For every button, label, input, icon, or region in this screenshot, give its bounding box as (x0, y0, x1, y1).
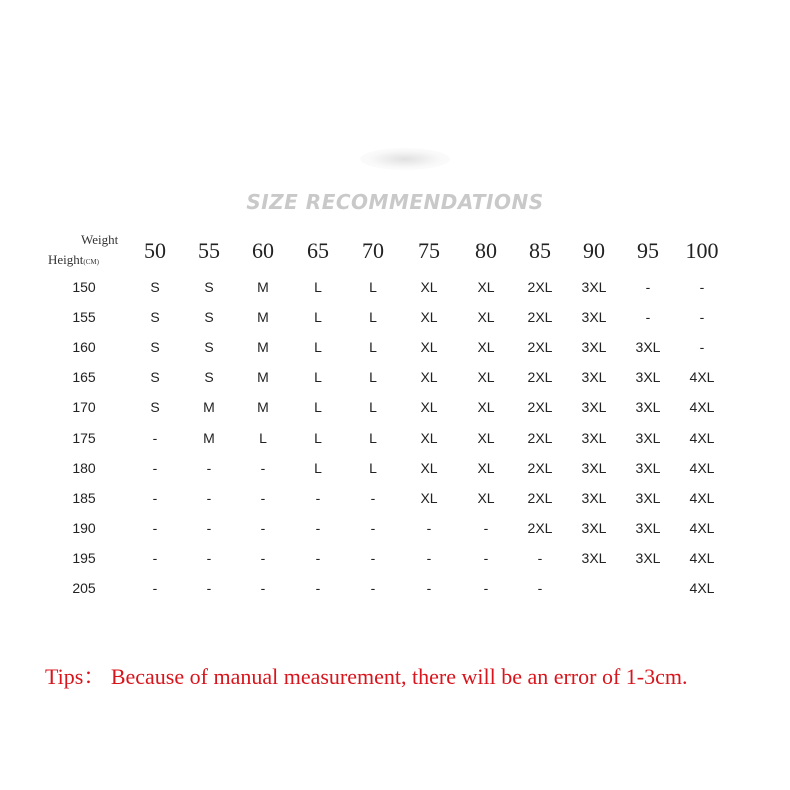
size-cell: L (314, 339, 322, 356)
height-value: 180 (72, 459, 96, 476)
weight-axis-label: Weight (81, 232, 119, 247)
weight-header-0: 50 (144, 238, 166, 263)
size-cell: - (426, 519, 432, 536)
size-cell: 2XL (527, 399, 553, 416)
size-cell: - (483, 580, 489, 596)
size-cell: 4XL (689, 459, 715, 476)
weight-header-7: 85 (529, 238, 551, 263)
weight-header-9: 95 (637, 238, 659, 263)
size-cell: 3XL (581, 339, 607, 356)
size-cell: L (314, 279, 322, 295)
size-cell: L (314, 429, 322, 446)
size-cell: 4XL (689, 519, 715, 536)
size-cell: 4XL (689, 369, 715, 386)
size-cell: - (315, 489, 321, 506)
size-cell: 3XL (635, 489, 661, 506)
size-cell: - (152, 429, 158, 446)
size-cell: S (150, 309, 160, 326)
size-cell: - (152, 549, 158, 566)
height-value: 205 (72, 580, 96, 596)
size-cell: 4XL (689, 489, 715, 506)
size-cell: 3XL (635, 429, 661, 446)
height-value: 155 (72, 309, 96, 326)
size-cell: - (483, 519, 489, 536)
size-cell: XL (420, 459, 438, 476)
size-cell: 4XL (689, 549, 715, 566)
size-cell: - (315, 519, 321, 536)
size-cell: - (370, 519, 376, 536)
size-cell: L (369, 399, 377, 416)
size-cell: XL (420, 279, 438, 295)
size-cell: XL (477, 489, 495, 506)
size-cell: 3XL (581, 459, 607, 476)
size-cell: 3XL (581, 399, 607, 416)
size-cell: 2XL (527, 279, 553, 295)
height-value: 170 (72, 399, 96, 416)
size-cell: L (369, 279, 377, 295)
size-cell: M (257, 339, 269, 356)
size-cell: - (152, 459, 158, 476)
size-cell: XL (420, 339, 438, 356)
size-cell: XL (477, 309, 495, 326)
size-cell: S (204, 369, 214, 386)
size-cell: - (260, 549, 266, 566)
size-cell: 2XL (527, 489, 553, 506)
size-cell: L (369, 309, 377, 326)
size-cell: - (206, 519, 212, 536)
size-cell: 3XL (581, 429, 607, 446)
size-cell: XL (420, 489, 438, 506)
size-cell: L (314, 309, 322, 326)
size-cell: L (259, 429, 267, 446)
size-cell: - (152, 580, 158, 596)
size-cell: 2XL (527, 429, 553, 446)
page-title: SIZE RECOMMENDATIONS (246, 190, 544, 214)
height-axis-label (48, 252, 99, 268)
size-cell: 2XL (527, 339, 553, 356)
size-cell: - (699, 309, 705, 326)
size-cell: - (206, 549, 212, 566)
size-cell: - (370, 580, 376, 596)
size-cell: 4XL (689, 580, 715, 596)
size-cell: XL (477, 369, 495, 386)
size-cell: - (315, 580, 321, 596)
size-cell: S (150, 399, 160, 416)
weight-header-3: 65 (307, 238, 329, 263)
height-value: 150 (72, 279, 96, 295)
size-cell: - (426, 549, 432, 566)
size-cell: XL (477, 279, 495, 295)
size-cell: L (369, 429, 377, 446)
size-cell: 3XL (581, 489, 607, 506)
size-cell: S (150, 279, 160, 295)
size-cell: 4XL (689, 429, 715, 446)
size-cell: XL (420, 309, 438, 326)
size-cell: L (369, 369, 377, 386)
size-cell: - (152, 489, 158, 506)
blur-smudge (360, 148, 450, 170)
size-cell: XL (420, 369, 438, 386)
size-cell: 3XL (635, 519, 661, 536)
weight-header-10: 100 (685, 238, 719, 263)
height-value: 165 (72, 369, 96, 386)
size-cell: - (152, 519, 158, 536)
height-label-text: Height (48, 252, 84, 267)
height-value: 175 (72, 429, 96, 446)
size-cell: - (370, 489, 376, 506)
size-cell: - (426, 580, 432, 596)
size-cell: - (537, 549, 543, 566)
size-cell: 2XL (527, 369, 553, 386)
size-cell: 3XL (635, 369, 661, 386)
weight-header-8: 90 (583, 238, 605, 263)
size-cell: 3XL (635, 339, 661, 356)
size-cell: M (257, 279, 269, 295)
size-cell: L (314, 369, 322, 386)
size-cell: 2XL (527, 309, 553, 326)
tips-note: Tips： Because of manual measurement, there will be an error of 1-3cm. (45, 664, 688, 689)
size-cell: 2XL (527, 519, 553, 536)
size-cell: 3XL (581, 519, 607, 536)
size-cell: L (314, 399, 322, 416)
size-cell: M (203, 399, 215, 416)
size-cell: 3XL (635, 399, 661, 416)
size-cell: XL (477, 339, 495, 356)
height-value: 185 (72, 489, 96, 506)
size-cell: 4XL (689, 399, 715, 416)
size-cell: XL (477, 429, 495, 446)
size-cell: - (260, 489, 266, 506)
size-cell: S (204, 309, 214, 326)
size-cell: - (260, 580, 266, 596)
size-cell: M (257, 309, 269, 326)
size-cell: - (645, 279, 651, 295)
height-value: 160 (72, 339, 96, 356)
size-cell: 3XL (581, 309, 607, 326)
size-cell: L (369, 339, 377, 356)
size-cell: - (206, 580, 212, 596)
size-cell: S (204, 339, 214, 356)
size-cell: XL (477, 459, 495, 476)
size-cell: 2XL (527, 459, 553, 476)
weight-header-6: 80 (475, 238, 497, 263)
size-cell: 3XL (635, 549, 661, 566)
height-unit: (CM) (83, 258, 99, 266)
size-cell: S (150, 339, 160, 356)
size-cell: XL (420, 399, 438, 416)
size-cell: S (150, 369, 160, 386)
size-cell: 3XL (635, 459, 661, 476)
size-cell: - (537, 580, 543, 596)
size-cell: - (370, 549, 376, 566)
size-cell: 3XL (581, 369, 607, 386)
size-cell: S (204, 279, 214, 295)
size-cell: M (257, 399, 269, 416)
weight-header-5: 75 (418, 238, 440, 263)
size-cell: M (257, 369, 269, 386)
size-cell: - (699, 339, 705, 356)
size-cell: 3XL (581, 279, 607, 295)
size-cell: - (645, 309, 651, 326)
size-cell: - (315, 549, 321, 566)
size-cell: - (483, 549, 489, 566)
size-cell: - (260, 459, 266, 476)
weight-header-1: 55 (198, 238, 220, 263)
size-cell: L (369, 459, 377, 476)
size-cell: L (314, 459, 322, 476)
size-cell: 3XL (581, 549, 607, 566)
weight-header-2: 60 (252, 238, 274, 263)
size-cell: XL (420, 429, 438, 446)
size-cell: - (699, 279, 705, 295)
height-value: 190 (72, 519, 96, 536)
size-cell: - (260, 519, 266, 536)
size-cell: - (206, 489, 212, 506)
size-cell: M (203, 429, 215, 446)
size-cell: XL (477, 399, 495, 416)
weight-header-4: 70 (362, 238, 384, 263)
height-value: 195 (72, 549, 96, 566)
size-cell: - (206, 459, 212, 476)
